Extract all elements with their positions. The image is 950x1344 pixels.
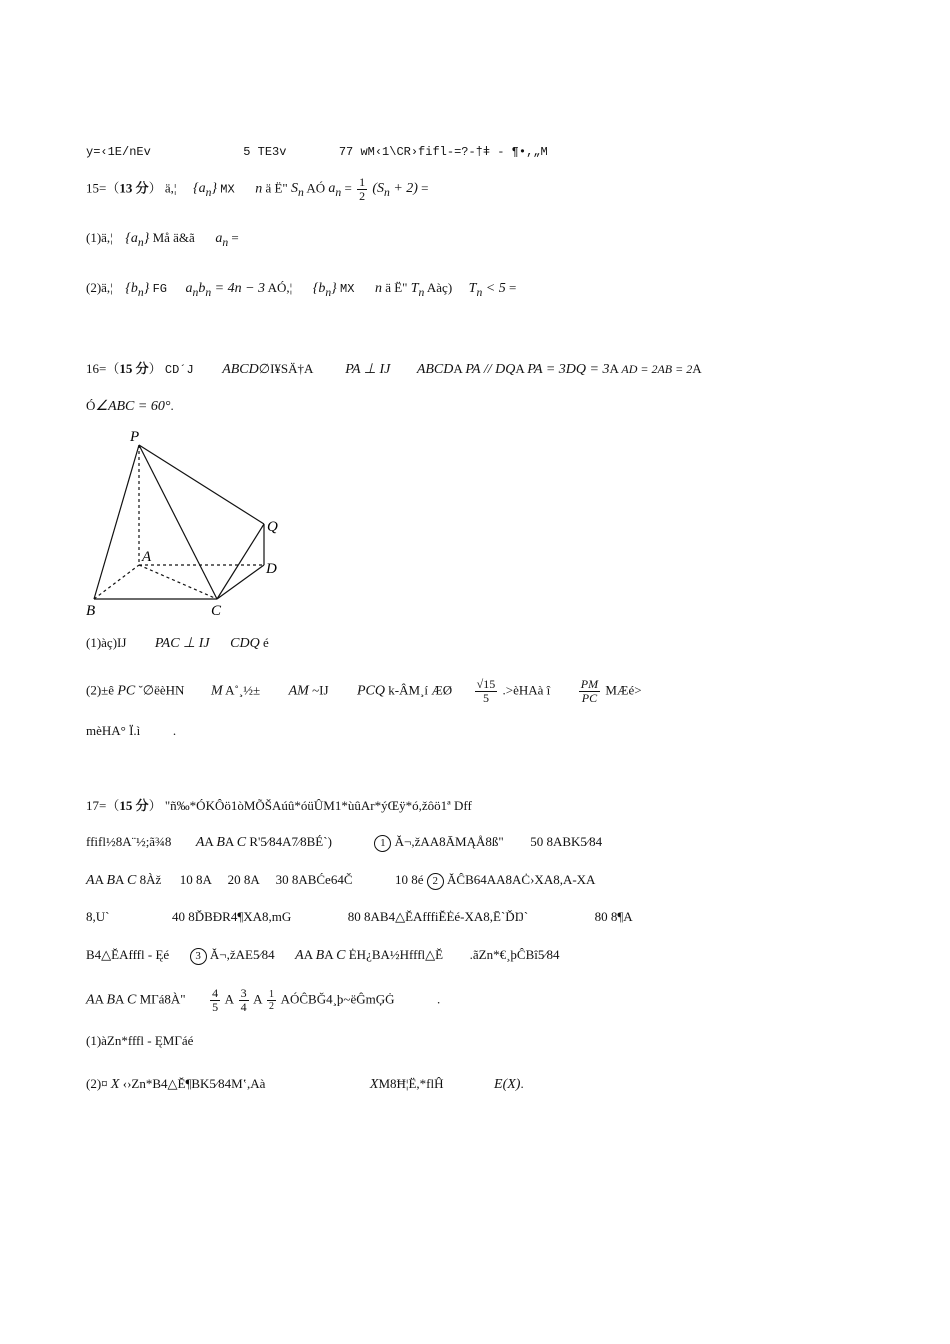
math: S (290, 181, 298, 197)
math: B (216, 835, 225, 850)
header-line (86, 143, 548, 161)
math: } (331, 281, 337, 296)
garbled-text: A (204, 834, 214, 849)
garbled-text: A (692, 361, 702, 376)
question-number: 16=（ (86, 361, 120, 376)
numerator: √15 (476, 677, 496, 691)
math-S (290, 181, 304, 200)
garbled-text: 10 8é (395, 872, 424, 887)
end-mark: . (520, 1076, 524, 1091)
garbled-text: A (253, 991, 262, 1007)
math: {b (312, 281, 326, 296)
q17-line-2 (86, 833, 602, 852)
score: 15 分 (119, 798, 149, 813)
math: {a (193, 181, 206, 197)
math: PAC ⊥ IJ (154, 636, 210, 651)
garbled-text: 80 8AB4△ĔAfffiĔĖé-XA8,Ē`ĎŊ` (347, 909, 529, 924)
math-sub: n (383, 186, 390, 200)
math: PA ⊥ IJ (345, 362, 391, 377)
numerator: 4 (212, 986, 219, 1000)
numerator: PM (580, 677, 599, 691)
numerator: 3 (240, 986, 247, 1000)
edge-CQ (217, 524, 264, 599)
end-mark: = (508, 280, 517, 295)
paren: ） (148, 798, 162, 813)
math: = (341, 180, 356, 196)
end-mark: . (170, 398, 174, 413)
garbled-text: ä Ë" (265, 180, 288, 196)
denominator: 2 (359, 189, 366, 203)
math: E(X) (494, 1077, 521, 1092)
math: a (328, 181, 336, 197)
sub-question: (1)àç)IJ (86, 635, 127, 650)
math: PA = 3DQ = 3 (527, 362, 610, 377)
garbled-text: A (453, 361, 463, 376)
garbled-text: AÓĈBĞ4¸þ~ëĜmĢĠ (280, 991, 395, 1007)
garbled-text: A (303, 947, 313, 962)
math-sub: n (418, 285, 425, 299)
garbled-text: MX (340, 282, 355, 296)
math-sub: n (297, 186, 304, 200)
math: } (143, 231, 150, 246)
edge-BA-hidden (94, 565, 139, 599)
garbled-text: .ãZn*€¸þĈBî5⁄84 (469, 947, 560, 962)
end-mark: = (231, 230, 239, 245)
math-sub: n (222, 235, 229, 249)
circled-number: 1 (374, 835, 391, 852)
garbled-text: ~IJ (312, 682, 329, 698)
garbled-text: k-ÂM¸í ÆØ (388, 682, 453, 698)
garbled-text: AÓ,¦ (267, 280, 293, 295)
header-text-b: 5 TE3v (243, 145, 287, 159)
math: ∠ABC = 60° (95, 399, 171, 414)
score: 13 分 (119, 180, 149, 196)
garbled-text: ä,¦ (164, 180, 177, 196)
garbled-text: A (609, 361, 619, 376)
garbled-text: ä Ë" (385, 280, 408, 295)
garbled-text: AÓ (306, 180, 326, 196)
garbled-text: ĖH¿BA½Hfffl△Ĕ (348, 947, 444, 962)
garbled-text: A (94, 872, 104, 887)
q15-line-3 (86, 279, 516, 302)
math: < 5 (482, 281, 506, 296)
question-number: 15=（ (86, 180, 120, 196)
math-an (328, 181, 342, 200)
math: a (185, 281, 193, 296)
math: X (369, 1077, 379, 1092)
q16-line-5 (86, 722, 176, 740)
denominator: 5 (212, 1000, 219, 1014)
garbled-text: ffifl½8A¨½;ã¾8 (86, 834, 172, 849)
circled-number: 3 (190, 948, 207, 965)
garbled-text: "ñ‰*ÓKÔö1òMÕŠAúû*óüÛM1*ùûAr*ýŒÿ*ó,žôö1ª Dff (164, 798, 472, 813)
q15-line-2 (86, 229, 239, 252)
sub-question: (1)ä,¦ (86, 230, 113, 245)
garbled-text: 10 8A (179, 872, 212, 887)
garbled-text: ĂĈB64AA8AĊ›XA8,A-XA (447, 872, 596, 887)
q16-line-3 (86, 634, 269, 653)
math: AM (288, 683, 309, 699)
denominator: 4 (240, 1000, 247, 1014)
math: {b (125, 281, 138, 296)
garbled-text: 80 8¶A (594, 909, 633, 924)
header-text-c: 77 wM‹1\CR›fifl-=?-†ǂ - ¶•,„M (338, 145, 548, 159)
garbled-text: B4△ĔAfffl - Ęé (86, 947, 170, 962)
q16-line-4 (86, 678, 642, 705)
math: AD = 2AB = 2 (621, 362, 693, 376)
math-sub: n (476, 285, 483, 299)
edge-PC (139, 445, 217, 599)
math: ABCD (416, 362, 454, 377)
math: C (126, 873, 137, 888)
denominator: 5 (482, 691, 489, 705)
garbled-text: 8,U` (86, 909, 110, 924)
vertex-label-A: A (142, 549, 152, 565)
numerator: 1 (269, 989, 275, 1000)
end-mark: é (262, 635, 269, 650)
math-sub: n (137, 235, 144, 249)
math: b (198, 281, 206, 296)
math-anbn (185, 281, 266, 299)
math: PCQ (357, 683, 385, 699)
fraction-3-4 (239, 987, 249, 1014)
paren: ） (148, 361, 162, 376)
math-paren (372, 181, 418, 200)
math: C (126, 992, 137, 1008)
fraction-sqrt15-over-5 (475, 678, 498, 705)
math: T (410, 281, 419, 296)
math-seq-b (125, 281, 150, 299)
garbled-text: .>èHAà î (502, 682, 551, 698)
end-mark: . (172, 723, 177, 738)
garbled-text: Aàç) (426, 280, 453, 295)
math: A (86, 873, 95, 888)
vertex-label-Q: Q (267, 519, 278, 535)
garbled-text: Ă¬,žAA8ĀMĄÅ8ß" (394, 834, 504, 849)
q17-line-7 (86, 1032, 193, 1050)
denominator: PC (581, 691, 598, 705)
garbled-text: Må ä&ã (152, 230, 195, 245)
math: B (315, 948, 325, 963)
math-sub: n (192, 285, 199, 299)
q17-line-5 (86, 946, 560, 965)
math: } (143, 281, 150, 296)
garbled-text: 40 8ĎBĐR4¶XA8,mG (171, 909, 292, 924)
math-seq-a (193, 181, 218, 200)
sub-question: (2)±ê (86, 682, 115, 698)
sub-question: (2)¤ (86, 1076, 108, 1091)
numerator: 1 (359, 175, 366, 189)
garbled-text: ∅I¥SÄ†A (258, 361, 313, 376)
end-mark: = (421, 180, 429, 196)
math: = 4n − 3 (211, 281, 266, 296)
circled-number: 2 (427, 873, 444, 890)
garbled-text: A˚¸½± (225, 682, 261, 698)
math: PA // DQ (465, 362, 516, 377)
math: ABCD (222, 362, 259, 377)
sub-question: (1)àZn*fffl - ĘMΓáé (86, 1033, 194, 1048)
math: A (86, 992, 95, 1008)
q15-line-1 (86, 176, 429, 203)
denominator: 2 (269, 1001, 275, 1012)
vertex-label-C: C (211, 603, 222, 619)
math: T (468, 281, 477, 296)
math: A (295, 948, 304, 963)
garbled-text: A (224, 991, 234, 1007)
q17-line-1 (86, 797, 472, 815)
math: + 2) (389, 181, 418, 197)
garbled-text: A (515, 361, 525, 376)
paren: ） (148, 180, 162, 196)
garbled-text: ‹›Zn*B4△Ĕ¶BK5⁄84M‛,Aà (122, 1076, 266, 1091)
math: CDQ (230, 636, 260, 651)
math-sub: n (205, 285, 212, 299)
q17-line-6 (86, 987, 440, 1014)
garbled-text: 30 8ABĆe64Č (275, 872, 353, 887)
math: B (106, 873, 116, 888)
pyramid-figure (82, 424, 292, 624)
math-seq-b (312, 281, 337, 299)
edge-AC-hidden (139, 565, 217, 599)
vertex-label-P: P (130, 429, 140, 445)
garbled-text: Ă¬,žAE5⁄84 (209, 947, 275, 962)
garbled-text: mèHA° Ï.ì (86, 723, 141, 738)
math: a (215, 231, 223, 246)
math: X (110, 1077, 120, 1092)
edge-CD (217, 565, 264, 599)
math: {a (125, 231, 138, 246)
end-mark: . (437, 991, 441, 1007)
q17-line-4 (86, 908, 633, 926)
garbled-text: 50 8ABK5⁄84 (530, 834, 603, 849)
fraction-4-5 (210, 987, 220, 1014)
garbled-text: A (324, 947, 333, 962)
garbled-text: FG (152, 282, 167, 296)
math-sub: n (325, 285, 332, 299)
math-sub: n (137, 285, 144, 299)
garbled-text: MÆé> (605, 682, 642, 698)
vertex-label-D: D (266, 561, 277, 577)
fraction-1-2 (267, 989, 276, 1012)
garbled-text: M8Ħ¦Ë,*flĤ (378, 1076, 444, 1091)
garbled-text: 8Àž (139, 872, 162, 887)
garbled-text: A (115, 991, 124, 1007)
garbled-text: MΓá8À" (139, 991, 186, 1007)
edge-PQ (139, 445, 264, 524)
math-seq-a (125, 231, 150, 249)
garbled-text: A (115, 872, 124, 887)
garbled-text: A (94, 991, 104, 1007)
math: A (195, 835, 205, 850)
q16-line-2 (86, 397, 174, 416)
vertex-label-B: B (86, 603, 96, 619)
fraction (357, 176, 367, 203)
garbled-text: A (224, 834, 234, 849)
math: } (211, 181, 218, 197)
math-Tn (410, 281, 425, 299)
math: (S (372, 181, 384, 197)
sub-question: (2)ä,¦ (86, 280, 113, 295)
garbled-text: MX (220, 182, 235, 197)
math-an (215, 231, 229, 249)
math-Tn-ineq (468, 281, 506, 299)
garbled-text: ˘∅ëèHN (138, 682, 185, 698)
garbled-text: 20 8A (227, 872, 260, 887)
garbled-text: R'5⁄84A7⁄8BÉ`) (249, 834, 332, 849)
q16-line-1 (86, 360, 702, 379)
math-sub: n (335, 186, 342, 200)
math: n (255, 181, 263, 197)
garbled-text: Ó (86, 398, 96, 413)
math: n (374, 281, 382, 296)
question-number: 17=（ (86, 798, 120, 813)
math: C (236, 835, 247, 850)
garbled-text: CD´J (164, 363, 194, 377)
header-text-a: y=‹1E/nEv (86, 145, 151, 159)
q17-line-3 (86, 871, 595, 890)
fraction-PM-over-PC (579, 678, 600, 705)
math: C (336, 948, 346, 963)
math-sub: n (205, 186, 212, 200)
edge-PB (94, 445, 139, 599)
math: PC (117, 683, 136, 699)
math: B (106, 992, 116, 1008)
score: 15 分 (119, 361, 149, 376)
math: M (210, 683, 223, 699)
q17-line-8 (86, 1075, 524, 1094)
